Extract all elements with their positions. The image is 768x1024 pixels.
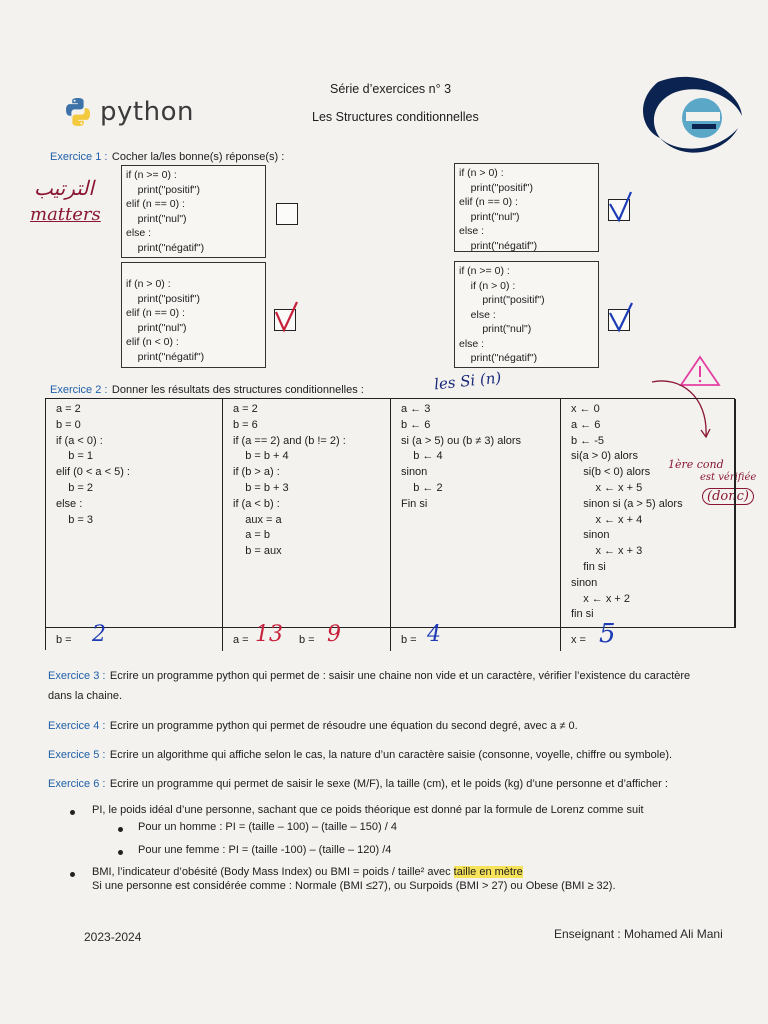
code-line: print("négatif") — [126, 350, 205, 363]
code-line: print("positif") — [126, 183, 200, 196]
ex1-checkbox-1[interactable] — [276, 203, 298, 225]
ex6-pi-femme: Pour une femme : PI = (taille -100) – (taille – 120) /4 — [138, 844, 392, 856]
code-line: x ← x + 5 — [571, 481, 643, 494]
result-label: b = — [299, 634, 315, 646]
result-answer-handwritten: 4 — [427, 622, 441, 647]
code-line: b = b + 3 — [233, 481, 289, 494]
code-line: b ← 4 — [401, 450, 443, 463]
ex1-code-box-3 — [121, 262, 266, 368]
code-line: sinon — [401, 466, 428, 479]
ex2-results-row — [46, 619, 734, 651]
code-line: if (n > 0) : — [459, 279, 516, 292]
school-logo — [628, 72, 748, 158]
ex1-checkbox-3[interactable] — [274, 309, 296, 331]
code-line: a = 2 — [233, 403, 258, 415]
ex6-bmi-categories: Si une personne est considérée comme : Normale (BMI ≤27), ou Surpoids (BMI > 27) ou Obese (BMI ≥ 32). — [92, 880, 616, 892]
annotation-verified: est vérifiée — [700, 472, 757, 483]
ex3-label: Exercice 3 : — [48, 670, 106, 682]
ex4-instruction — [48, 716, 578, 734]
ex6-pi-text: PI, le poids idéal d’une personne, sachant que ce poids théorique est donné par la formule de Lorenz comme suit — [92, 804, 644, 816]
ex2-column-2 — [223, 399, 391, 649]
code-line: b ← 2 — [401, 481, 443, 494]
code-line: a ← 3 — [401, 403, 431, 415]
ex3-instruction — [48, 666, 690, 684]
code-line: elif (0 < a < 5) : — [56, 466, 130, 479]
ex3-text-continued: dans la chaine. — [48, 690, 122, 702]
result-label: x = — [571, 634, 586, 646]
checkmark-icon — [271, 300, 305, 334]
code-line: a ← 6 — [571, 418, 601, 431]
ex6-label: Exercice 6 : — [48, 778, 106, 790]
code-line: sinon — [571, 529, 610, 542]
code-line: if (a < b) : — [233, 497, 280, 510]
code-line: b = b + 4 — [233, 450, 289, 463]
ex2-label: Exercice 2 : — [50, 384, 108, 396]
code-line: else : — [126, 227, 152, 239]
ex1-instruction — [50, 147, 284, 165]
subject-title: Les Structures conditionnelles — [312, 110, 479, 124]
teacher-name: Enseignant : Mohamed Ali Mani — [554, 927, 723, 941]
result-label: b = — [56, 634, 72, 646]
code-line: x ← x + 4 — [571, 513, 643, 526]
code-line: b = 0 — [56, 418, 81, 431]
code-line: if (b > a) : — [233, 466, 280, 479]
ex2-text: Donner les résultats des structures conditionnelles : — [111, 384, 364, 396]
code-line: fin si — [571, 608, 594, 621]
code-line: print("positif") — [459, 181, 533, 194]
code-line: Fin si — [401, 497, 428, 510]
code-line: b = 2 — [56, 481, 93, 494]
code-line: if (n > 0) : — [459, 167, 504, 179]
code-line: b = 6 — [233, 418, 258, 431]
code-line: b ← 6 — [401, 418, 431, 431]
code-line: elif (n == 0) : — [126, 198, 185, 210]
ex3-text: Ecrire un programme python qui permet de : saisir une chaine non vide et un caractère, vérifier l’existence du caractère — [109, 670, 691, 682]
code-line: b = 1 — [56, 450, 93, 463]
code-line: if (a < 0) : — [56, 434, 103, 447]
python-logo — [62, 96, 194, 128]
ex1-checkbox-2[interactable] — [608, 199, 630, 221]
code-line: a = 2 — [56, 403, 81, 415]
code-line: else : — [459, 225, 485, 237]
ex1-text: Cocher la/les bonne(s) réponse(s) : — [111, 151, 285, 163]
ex2-column-4 — [561, 399, 736, 649]
annotation-arabic-order: الترتيب — [34, 176, 94, 200]
annotation-les-si: les Si (n) — [433, 368, 503, 394]
ex1-code-box-1 — [121, 165, 266, 258]
result-cell-3[interactable] — [391, 622, 561, 651]
ex2-column-3 — [391, 399, 561, 649]
code-line: print("nul") — [126, 212, 187, 225]
bullet-icon — [118, 850, 123, 855]
result-cell-2[interactable] — [223, 622, 391, 651]
ex6-pi-homme: Pour un homme : PI = (taille – 100) – (taille – 150) / 4 — [138, 821, 397, 833]
annotation-donc: (donc) — [702, 488, 754, 505]
result-answer-handwritten: 9 — [327, 622, 341, 647]
code-line: sinon — [571, 576, 598, 589]
code-line: elif (n == 0) : — [126, 307, 185, 319]
code-line: print("positif") — [126, 292, 200, 305]
ex6-instruction — [48, 774, 668, 792]
python-snake-icon — [62, 96, 94, 128]
code-line: else : — [56, 497, 83, 510]
checkmark-icon — [605, 190, 639, 224]
code-line: elif (n == 0) : — [459, 196, 518, 208]
code-line: x ← 0 — [571, 403, 600, 415]
code-line: print("nul") — [459, 323, 532, 335]
code-line: b ← -5 — [571, 434, 605, 447]
code-line: elif (n < 0) : — [126, 336, 179, 348]
result-answer-handwritten: 13 — [255, 622, 283, 647]
code-line: if (n >= 0) : — [126, 169, 177, 181]
result-answer-handwritten: 5 — [599, 619, 616, 649]
ex1-checkbox-4[interactable] — [608, 309, 630, 331]
result-label: a = — [233, 634, 249, 646]
ex6-bmi-line — [92, 866, 523, 878]
annotation-matters: matters — [30, 204, 101, 225]
code-line: print("négatif") — [459, 352, 538, 364]
code-line: si(a > 0) alors — [571, 450, 638, 463]
result-label: b = — [401, 634, 417, 646]
bullet-icon — [70, 872, 75, 877]
annotation-first-cond: 1ère cond — [668, 458, 724, 471]
ex5-instruction — [48, 745, 672, 763]
result-answer-handwritten: 2 — [92, 622, 106, 647]
ex2-instruction — [50, 380, 364, 398]
code-line: aux = a — [233, 513, 282, 526]
code-line: print("négatif") — [459, 239, 538, 252]
code-line: print("négatif") — [126, 241, 205, 254]
python-wordmark: python — [100, 97, 194, 127]
ex2-column-1 — [46, 399, 223, 649]
ex1-code-box-4 — [454, 261, 599, 368]
code-line: fin si — [571, 560, 606, 573]
code-line: b = 3 — [56, 513, 93, 526]
ex6-text: Ecrire un programme qui permet de saisir le sexe (M/F), la taille (cm), et le poids (kg) d’une personne et d’afficher : — [109, 778, 668, 790]
code-line: if (n > 0) : — [126, 278, 171, 290]
ex4-label: Exercice 4 : — [48, 720, 106, 732]
school-year: 2023-2024 — [84, 930, 142, 944]
code-line: sinon si (a > 5) alors — [571, 497, 683, 510]
ex6-bmi-text: BMI, l’indicateur d’obésité (Body Mass Index) ou BMI = poids / taille² avec — [92, 866, 451, 878]
checkmark-icon — [605, 300, 639, 334]
code-line: print("nul") — [459, 210, 520, 223]
code-line: if (a == 2) and (b != 2) : — [233, 434, 346, 447]
code-line: b = aux — [233, 545, 282, 558]
ex1-label: Exercice 1 : — [50, 151, 108, 163]
ex5-label: Exercice 5 : — [48, 749, 106, 761]
code-line: if (n >= 0) : — [459, 265, 510, 277]
code-line: else : — [459, 308, 496, 321]
ex1-code-box-2 — [454, 163, 599, 252]
code-line: si(b < 0) alors — [571, 466, 651, 479]
ex2-table — [45, 398, 735, 650]
ex4-text: Ecrire un programme python qui permet de résoudre une équation du second degré, avec a ≠ 0. — [109, 720, 578, 732]
code-line: x ← x + 3 — [571, 545, 643, 558]
series-title: Série d’exercices n° 3 — [330, 82, 452, 96]
result-cell-1[interactable] — [46, 622, 223, 651]
ex5-text: Ecrire un algorithme qui affiche selon le cas, la nature d’un caractère saisie (consonne, voyelle, chiffre ou symbole). — [109, 749, 673, 761]
code-line: a = b — [233, 529, 270, 542]
ex6-bmi-highlight: taille en mètre — [453, 866, 523, 878]
code-line: print("positif") — [459, 294, 545, 306]
bullet-icon — [70, 810, 75, 815]
code-line: si (a > 5) ou (b ≠ 3) alors — [401, 434, 522, 447]
code-line: else : — [459, 337, 485, 350]
bullet-icon — [118, 827, 123, 832]
code-line: x ← x + 2 — [571, 592, 630, 605]
code-line: print("nul") — [126, 321, 187, 334]
result-cell-4[interactable] — [561, 619, 736, 651]
